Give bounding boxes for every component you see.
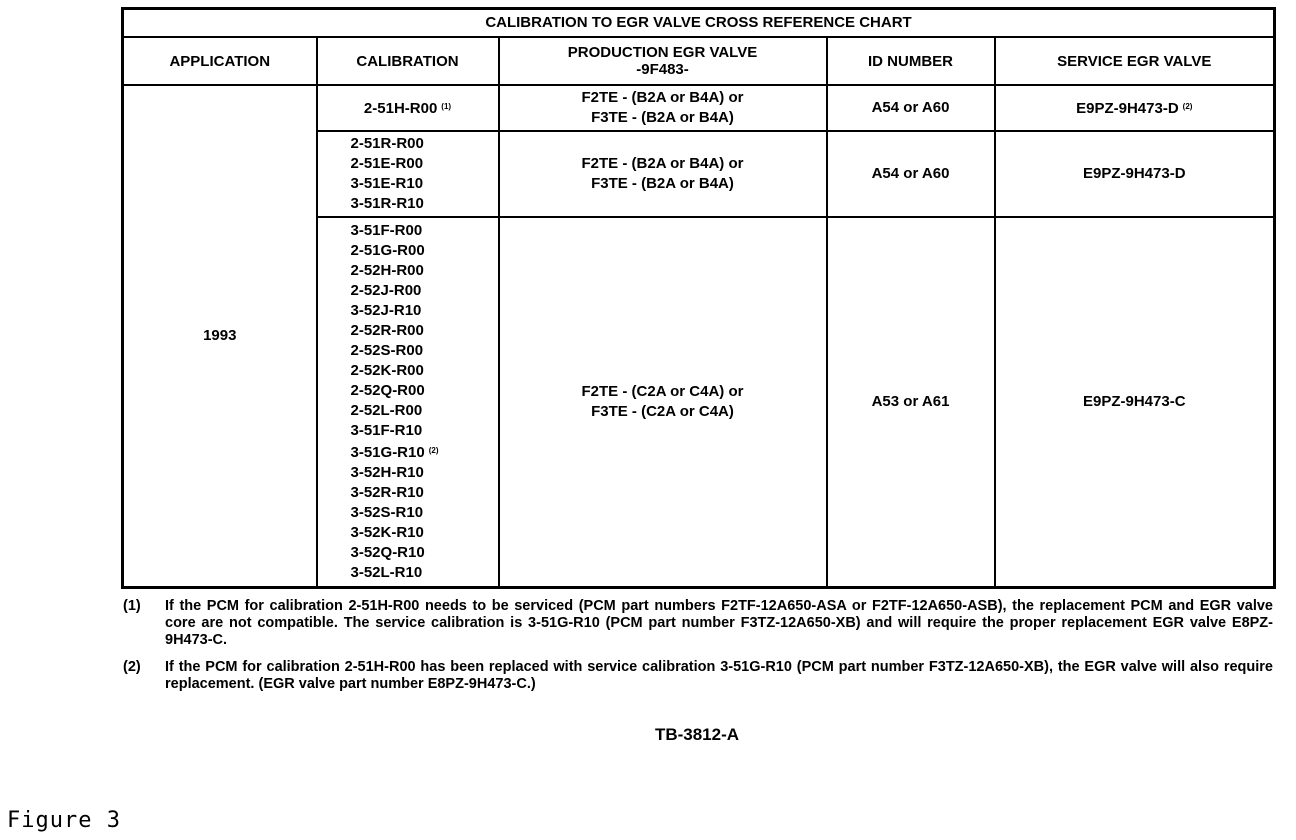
calibration-code: 3-52H-R10: [350, 464, 424, 481]
calibration-code: 3-52L-R10: [350, 564, 423, 581]
footnote-number: (1): [123, 598, 141, 614]
footnote-ref: (2): [428, 446, 439, 455]
id-number-cell: A54 or A60: [827, 85, 995, 131]
footnote: [123, 598, 1273, 649]
application-year: 1993: [123, 85, 317, 588]
calibration-code: 3-51G-R10: [350, 444, 425, 461]
calibration-code: 2-52L-R00: [350, 402, 423, 419]
calibration-code: 3-51R-R10: [350, 195, 424, 212]
service-egr-valve-cell: E9PZ-9H473-D: [995, 131, 1275, 217]
calibration-cell: [317, 217, 499, 588]
table-title: CALIBRATION TO EGR VALVE CROSS REFERENCE CHART: [123, 9, 1275, 38]
header-calibration: CALIBRATION: [317, 37, 499, 85]
calibration-code: 2-51R-R00: [350, 135, 424, 152]
production-line: F3TE - (B2A or B4A): [591, 175, 734, 192]
calibration-code: 2-51G-R00: [350, 242, 425, 259]
header-application: APPLICATION: [123, 37, 317, 85]
table-row: [123, 85, 1275, 131]
header-id-number: ID NUMBER: [827, 37, 995, 85]
calibration-code: 3-51F-R10: [350, 422, 423, 439]
production-line: F3TE - (B2A or B4A): [591, 109, 734, 126]
calibration-code: 3-52K-R10: [350, 524, 424, 541]
id-number-cell: A54 or A60: [827, 131, 995, 217]
footnote-ref: (1): [441, 102, 452, 111]
calibration-code: 3-51F-R00: [350, 222, 423, 239]
production-line: F2TE - (C2A or C4A) or: [581, 383, 744, 400]
calibration-code: 2-52H-R00: [350, 262, 424, 279]
production-egr-valve-cell: [499, 131, 827, 217]
footnotes: [123, 598, 1273, 703]
calibration-code: 2-52S-R00: [350, 342, 424, 359]
footnote: [123, 659, 1273, 693]
calibration-code: 3-52J-R10: [350, 302, 422, 319]
calibration-code: 2-51H-R00: [363, 100, 438, 117]
figure-caption: Figure 3: [7, 808, 121, 833]
calibration-code: 2-52R-R00: [350, 322, 424, 339]
document-code: TB-3812-A: [654, 725, 740, 744]
calibration-code: 2-52J-R00: [350, 282, 422, 299]
calibration-code: 2-52K-R00: [350, 362, 424, 379]
service-egr-valve-cell: [995, 85, 1275, 131]
calibration-code: 3-52Q-R10: [350, 544, 425, 561]
footnote-number: (2): [123, 659, 141, 675]
calibration-code: 2-52Q-R00: [350, 382, 425, 399]
footnote-text: If the PCM for calibration 2-51H-R00 has been replaced with service calibration 3-51G-R10 (PCM part number F3TZ-12A650-XB), the EGR valve will also require replacement. (EGR valve part number E8PZ-9H473-C.): [165, 659, 1273, 692]
calibration-cell: [317, 85, 499, 131]
header-production-line2: -9F483-: [636, 61, 689, 78]
production-line: F3TE - (C2A or C4A): [591, 403, 734, 420]
production-line: F2TE - (B2A or B4A) or: [581, 89, 744, 106]
production-egr-valve-cell: [499, 217, 827, 588]
egr-cross-reference-table: [121, 7, 1276, 589]
service-egr-valve-cell: E9PZ-9H473-C: [995, 217, 1275, 588]
calibration-code: 2-51E-R00: [350, 155, 424, 172]
id-number-cell: A53 or A61: [827, 217, 995, 588]
header-service-egr-valve: SERVICE EGR VALVE: [995, 37, 1275, 85]
header-production-egr-valve: [499, 37, 827, 85]
footnote-ref: (2): [1182, 102, 1193, 111]
calibration-code-with-note: [351, 441, 498, 463]
header-production-line1: PRODUCTION EGR VALVE: [567, 44, 758, 61]
calibration-code: 3-52S-R10: [350, 504, 424, 521]
footnote-text: If the PCM for calibration 2-51H-R00 needs to be serviced (PCM part numbers F2TF-12A650-ASA or F2TF-12A650-ASB), the replacement PCM and EGR valve core are not compatible. The service calibration is 3-51G-R10 (PCM part number F3TZ-12A650-XB) and will require the proper replacement EGR valve E8PZ-9H473-C.: [165, 598, 1273, 648]
service-part-number: E9PZ-9H473-D: [1076, 100, 1179, 117]
calibration-code: 3-52R-R10: [350, 484, 424, 501]
production-egr-valve-cell: [499, 85, 827, 131]
calibration-cell: [317, 131, 499, 217]
production-line: F2TE - (B2A or B4A) or: [581, 155, 744, 172]
calibration-code: 3-51E-R10: [350, 175, 424, 192]
